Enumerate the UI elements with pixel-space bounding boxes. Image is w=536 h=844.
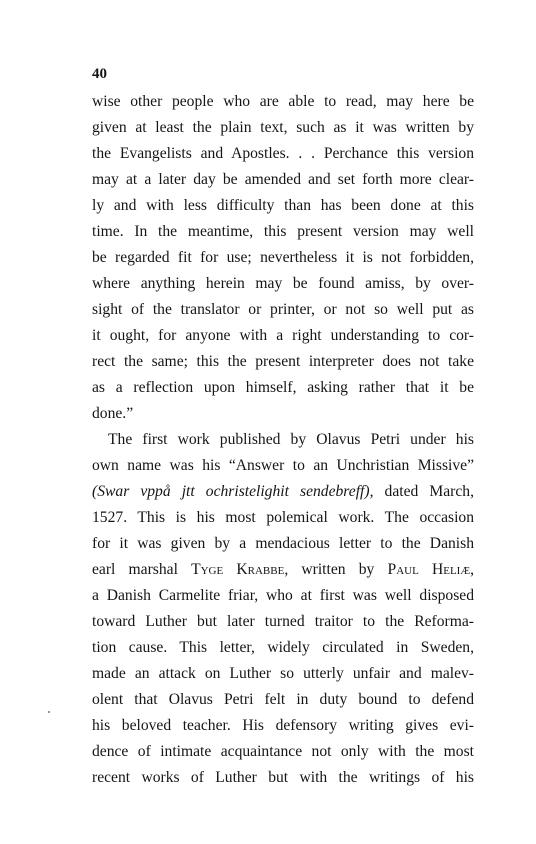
text-line: recent works of Luther but with the writings of his bbox=[92, 769, 474, 786]
person-name: Paul Heliæ bbox=[387, 561, 471, 578]
text-line: toward Luther but later turned traitor to the Reforma- bbox=[92, 613, 474, 630]
text-line: rect the same; this the present interpreter does not take bbox=[92, 353, 474, 370]
text-line bbox=[92, 480, 474, 504]
text-line: ly and with less difficulty than has been done at this bbox=[92, 197, 474, 214]
text-line: given at least the plain text, such as it was written by bbox=[92, 119, 474, 136]
text-line: be regarded fit for use; nevertheless it is not forbidden, bbox=[92, 249, 474, 266]
text-line: time. In the meantime, this present version may well bbox=[92, 223, 474, 240]
text-span: , bbox=[470, 561, 475, 578]
swedish-title: (Swar vppå jtt ochristelighit sendebreff), bbox=[92, 483, 374, 500]
text-span: earl marshal bbox=[92, 561, 192, 578]
margin-speck bbox=[48, 711, 50, 713]
text-line: for it was given by a mendacious letter to the Danish bbox=[92, 535, 474, 552]
text-line: a Danish Carmelite friar, who at first was well disposed bbox=[92, 587, 474, 604]
person-name: Tyge Krabbe bbox=[191, 561, 285, 578]
page-number: 40 bbox=[92, 66, 107, 82]
text-line: done.” bbox=[92, 405, 134, 422]
text-line: wise other people who are able to read, may here be bbox=[92, 93, 474, 110]
text-line: his beloved teacher. His defensory writing gives evi- bbox=[92, 717, 474, 734]
text-span: , written by bbox=[284, 561, 388, 578]
text-line: tion cause. This letter, widely circulated in Sweden, bbox=[92, 639, 474, 656]
text-span: dated March, bbox=[373, 483, 474, 500]
text-line: where anything herein may be found amiss, by over- bbox=[92, 275, 474, 292]
text-line: own name was his “Answer to an Unchristian Missive” bbox=[92, 457, 474, 474]
text-line: the Evangelists and Apostles. . . Perchance this version bbox=[92, 145, 474, 162]
text-line: as a reflection upon himself, asking rather that it be bbox=[92, 379, 474, 396]
text-line: sight of the translator or printer, or not so well put as bbox=[92, 301, 474, 318]
text-line: it ought, for anyone with a right understanding to cor- bbox=[92, 327, 474, 344]
text-line: dence of intimate acquaintance not only with the most bbox=[92, 743, 474, 760]
text-line: The first work published by Olavus Petri under his bbox=[108, 431, 474, 448]
text-line bbox=[92, 558, 474, 582]
text-line: made an attack on Luther so utterly unfair and malev- bbox=[92, 665, 474, 682]
text-line: olent that Olavus Petri felt in duty bound to defend bbox=[92, 691, 474, 708]
text-line: may at a later day be amended and set forth more clear- bbox=[92, 171, 474, 188]
text-line: 1527. This is his most polemical work. The occasion bbox=[92, 509, 474, 526]
